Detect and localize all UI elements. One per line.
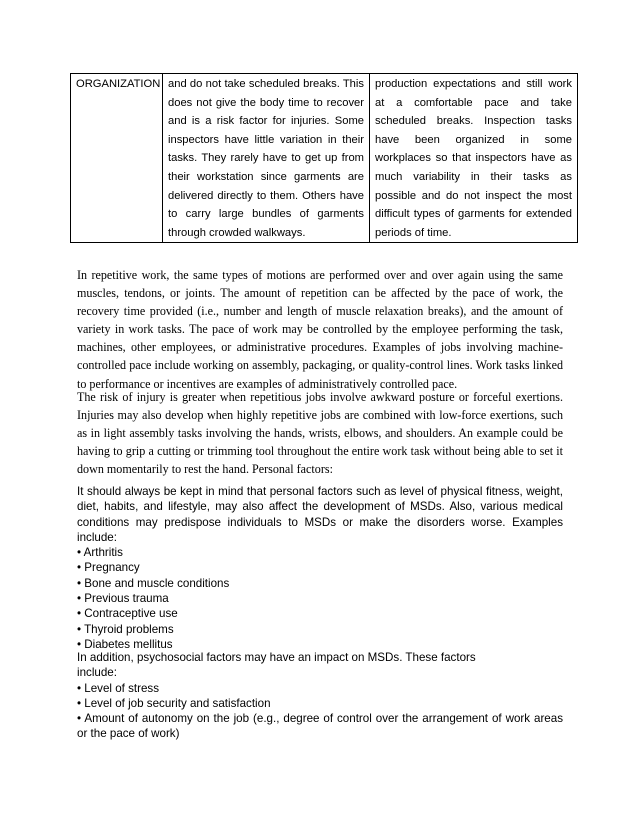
list-item: • Level of stress [77, 681, 160, 695]
list-item: • Thyroid problems [77, 622, 174, 636]
personal-factors-section [77, 484, 563, 652]
table-cell-solution: production expectations and still work at a comfortable pace and take scheduled breaks. Inspection tasks have been organized in some workplaces so that inspectors have as much variability in their tasks as possible and do not inspect the most difficult types of garments for extended periods of time. [370, 74, 578, 243]
psychosocial-intro-line2: include: [77, 666, 117, 680]
paragraph-risk: The risk of injury is greater when repetitious jobs involve awkward posture or forceful exertions. Injuries may also develop when highly repetitive jobs are combined with low-force exertions, such as in light assembly tasks involving the hands, wrists, elbows, and shoulders. An example could be having to grip a cutting or trimming tool throughout the entire work task without being able to set it down momentarily to rest the hand. Personal factors: [77, 390, 563, 477]
list-item: • Previous trauma [77, 592, 169, 606]
table-cell-problem: and do not take scheduled breaks. This does not give the body time to recover and is a risk factor for injuries. Some inspectors have little variation in their tasks. They rarely have to get up from their workstation since garments are delivered directly to them. Others have to carry large bundles of garments through crowded walkways. [163, 74, 370, 243]
table-row-label: ORGANIZATION [71, 74, 163, 243]
paragraph-repetition: In repetitive work, the same types of motions are performed over and over again using the same muscles, tendons, or joints. The amount of repetition can be affected by the pace of work, the recovery time provided (i.e., number and length of muscle relaxation breaks), and the amount of variety in work tasks. The pace of work may be controlled by the employee performing the task, machines, other employees, or administrative procedures. Examples of jobs involving machine-controlled pace include working on assembly, packaging, or quality-control lines. Work tasks linked to performance or incentives are examples of administratively controlled pace. [77, 268, 563, 391]
list-item: • Arthritis [77, 546, 123, 560]
psychosocial-factors-section [77, 650, 563, 742]
list-item: • Diabetes mellitus [77, 637, 173, 651]
table-row [71, 74, 578, 243]
organization-table [70, 73, 578, 243]
psychosocial-intro-line1: In addition, psychosocial factors may have an impact on MSDs. These factors [77, 651, 476, 664]
paragraph-personal-factors: It should always be kept in mind that personal factors such as level of physical fitness, weight, diet, habits, and lifestyle, may also affect the development of MSDs. Also, various medical conditions may predispose individuals to MSDs or make the disorders worse. Examples include: [77, 485, 563, 544]
list-item: • Pregnancy [77, 561, 140, 575]
list-item: • Bone and muscle conditions [77, 576, 230, 590]
list-item: • Amount of autonomy on the job (e.g., degree of control over the arrangement of work areas or the pace of work) [77, 712, 563, 741]
list-item: • Contraceptive use [77, 607, 178, 621]
list-item: • Level of job security and satisfaction [77, 696, 271, 710]
personal-factors-list [77, 545, 563, 652]
psychosocial-factors-list [77, 681, 563, 742]
